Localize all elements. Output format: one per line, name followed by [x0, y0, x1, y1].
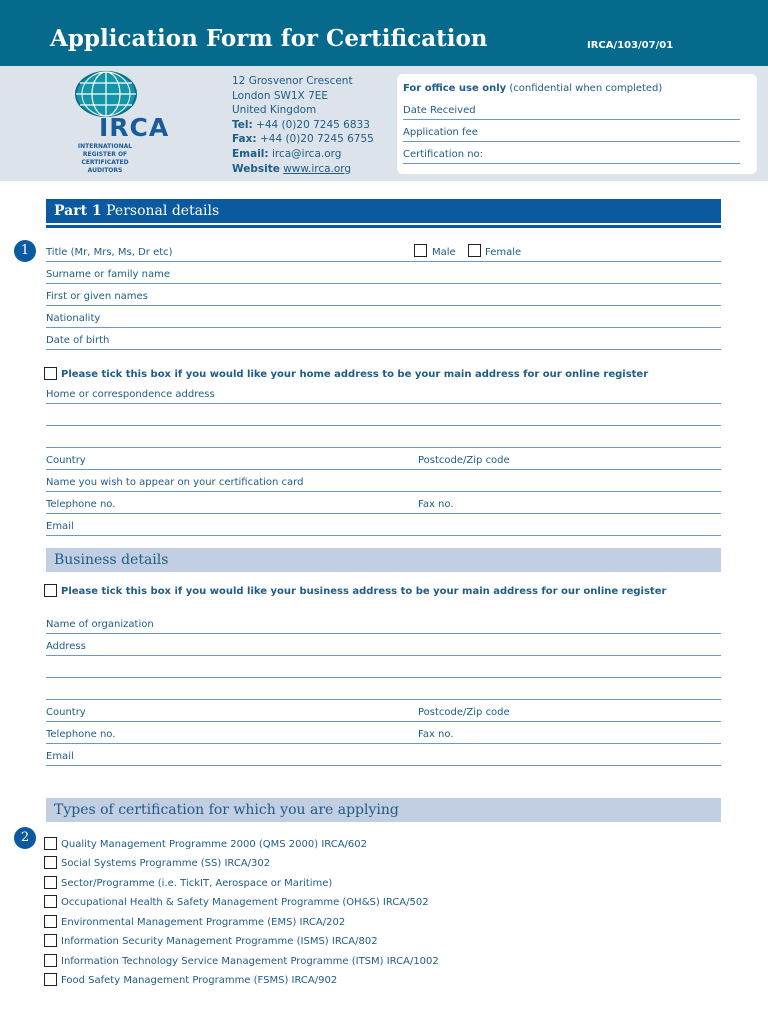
home-country-label: Country	[46, 455, 86, 466]
certification-types-title: Types of certification for which you are applying	[54, 802, 399, 818]
cert-type-checkbox[interactable]	[44, 973, 57, 986]
first-names-field[interactable]	[46, 289, 721, 306]
form-reference: IRCA/103/07/01	[587, 40, 674, 51]
business-details-header	[46, 548, 721, 572]
nationality-field[interactable]	[46, 311, 721, 328]
home-address-field[interactable]	[46, 387, 721, 404]
telephone-line	[232, 118, 374, 133]
certification-types-header	[46, 798, 721, 822]
website-label: Website	[232, 162, 280, 175]
business-address-field[interactable]	[46, 639, 721, 656]
office-use-title: For office use only	[403, 83, 507, 94]
email-value[interactable]: irca@irca.org	[271, 147, 342, 160]
date-of-birth-label: Date of birth	[46, 335, 110, 346]
office-use-box	[397, 74, 757, 174]
cert-type-checkbox[interactable]	[44, 856, 57, 869]
nationality-label: Nationality	[46, 313, 101, 324]
office-use-note: (confidential when completed)	[509, 83, 663, 94]
telephone-label: Tel:	[232, 118, 253, 131]
organization-label: Name of organization	[46, 619, 154, 630]
home-address-line-3[interactable]	[46, 431, 721, 448]
organization-field[interactable]	[46, 617, 721, 634]
home-address-tick-note: Please tick this box if you would like your home address to be your main address for our online register	[61, 369, 649, 380]
business-fax-label: Fax no.	[418, 729, 454, 740]
irca-logo-text: IRCA	[99, 113, 170, 142]
email-label: Email:	[232, 147, 269, 160]
business-postcode-label: Postcode/Zip code	[418, 707, 510, 718]
business-country-label: Country	[46, 707, 86, 718]
business-email-label: Email	[46, 751, 74, 762]
title-banner	[0, 0, 768, 66]
section-number-1: 1	[14, 240, 36, 262]
address-line: United Kingdom	[232, 104, 317, 117]
form-title: Application Form for Certification	[50, 25, 488, 52]
part1-header	[46, 199, 721, 225]
date-received-field: Date Received	[403, 105, 740, 120]
male-label: Male	[432, 247, 456, 258]
card-name-label: Name you wish to appear on your certification card	[46, 477, 304, 488]
title-field[interactable]	[46, 245, 721, 262]
email-line	[232, 147, 374, 162]
application-fee-field: Application fee	[403, 127, 740, 142]
business-address-label: Address	[46, 641, 86, 652]
business-address-main-checkbox[interactable]	[44, 584, 57, 597]
date-of-birth-field[interactable]	[46, 333, 721, 350]
part1-heading-text: Personal details	[106, 203, 220, 219]
website-link[interactable]: www.irca.org	[283, 162, 352, 175]
surname-label: Surname or family name	[46, 269, 170, 280]
irca-logo-subtitle: INTERNATIONAL REGISTER OF CERTIFICATED AUDITORS	[77, 143, 133, 174]
female-label: Female	[485, 247, 522, 258]
female-checkbox[interactable]	[468, 244, 481, 257]
address-line: London SW1X 7EE	[232, 89, 329, 102]
business-email-field[interactable]	[46, 749, 721, 766]
certification-no-field: Certification no:	[403, 149, 740, 164]
website-line	[232, 162, 374, 177]
cert-type-checkbox[interactable]	[44, 876, 57, 889]
home-fax-label: Fax no.	[418, 499, 454, 510]
globe-icon	[74, 70, 138, 118]
cert-type-checkbox[interactable]	[44, 934, 57, 947]
cert-type-label: Social Systems Programme (SS) IRCA/302	[61, 858, 271, 869]
home-postcode-label: Postcode/Zip code	[418, 455, 510, 466]
surname-field[interactable]	[46, 267, 721, 284]
cert-type-label: Information Technology Service Management Programme (ITSM) IRCA/1002	[61, 956, 439, 967]
title-label: Title (Mr, Mrs, Ms, Dr etc)	[46, 247, 173, 258]
business-address-line-3[interactable]	[46, 683, 721, 700]
home-email-label: Email	[46, 521, 74, 532]
first-names-label: First or given names	[46, 291, 148, 302]
cert-type-label: Information Security Management Programme (ISMS) IRCA/802	[61, 936, 378, 947]
cert-type-label: Quality Management Programme 2000 (QMS 2000) IRCA/602	[61, 839, 367, 850]
business-phone-fax-row[interactable]	[46, 727, 721, 744]
fax-value: +44 (0)20 7245 6755	[259, 133, 374, 146]
home-country-postcode-row[interactable]	[46, 453, 721, 470]
cert-type-checkbox[interactable]	[44, 895, 57, 908]
part1-title	[54, 203, 219, 219]
cert-type-checkbox[interactable]	[44, 915, 57, 928]
cert-type-label: Occupational Health & Safety Management Programme (OH&S) IRCA/502	[61, 897, 429, 908]
telephone-value: +44 (0)20 7245 6833	[256, 118, 370, 131]
male-checkbox[interactable]	[414, 244, 427, 257]
home-address-label: Home or correspondence address	[46, 389, 215, 400]
home-email-field[interactable]	[46, 519, 721, 536]
business-address-line-2[interactable]	[46, 661, 721, 678]
office-use-heading	[403, 83, 662, 94]
business-country-postcode-row[interactable]	[46, 705, 721, 722]
part1-number-label: Part 1	[54, 203, 102, 219]
home-telephone-label: Telephone no.	[46, 499, 116, 510]
card-name-field[interactable]	[46, 475, 721, 492]
address-line: 12 Grosvenor Crescent	[232, 75, 353, 87]
business-details-title: Business details	[54, 552, 169, 568]
fax-label: Fax:	[232, 133, 257, 146]
home-address-main-checkbox[interactable]	[44, 367, 57, 380]
business-telephone-label: Telephone no.	[46, 729, 116, 740]
cert-type-label: Sector/Programme (i.e. TickIT, Aerospace or Maritime)	[61, 878, 333, 889]
cert-type-checkbox[interactable]	[44, 954, 57, 967]
home-address-line-2[interactable]	[46, 409, 721, 426]
cert-type-label: Food Safety Management Programme (FSMS) IRCA/902	[61, 975, 338, 986]
contact-block	[232, 74, 374, 176]
business-address-tick-note: Please tick this box if you would like your business address to be your main address for our online register	[61, 586, 667, 597]
cert-type-label: Environmental Management Programme (EMS) IRCA/202	[61, 917, 346, 928]
home-phone-fax-row[interactable]	[46, 497, 721, 514]
cert-type-checkbox[interactable]	[44, 837, 57, 850]
section-number-2: 2	[14, 827, 36, 849]
fax-line	[232, 132, 374, 147]
